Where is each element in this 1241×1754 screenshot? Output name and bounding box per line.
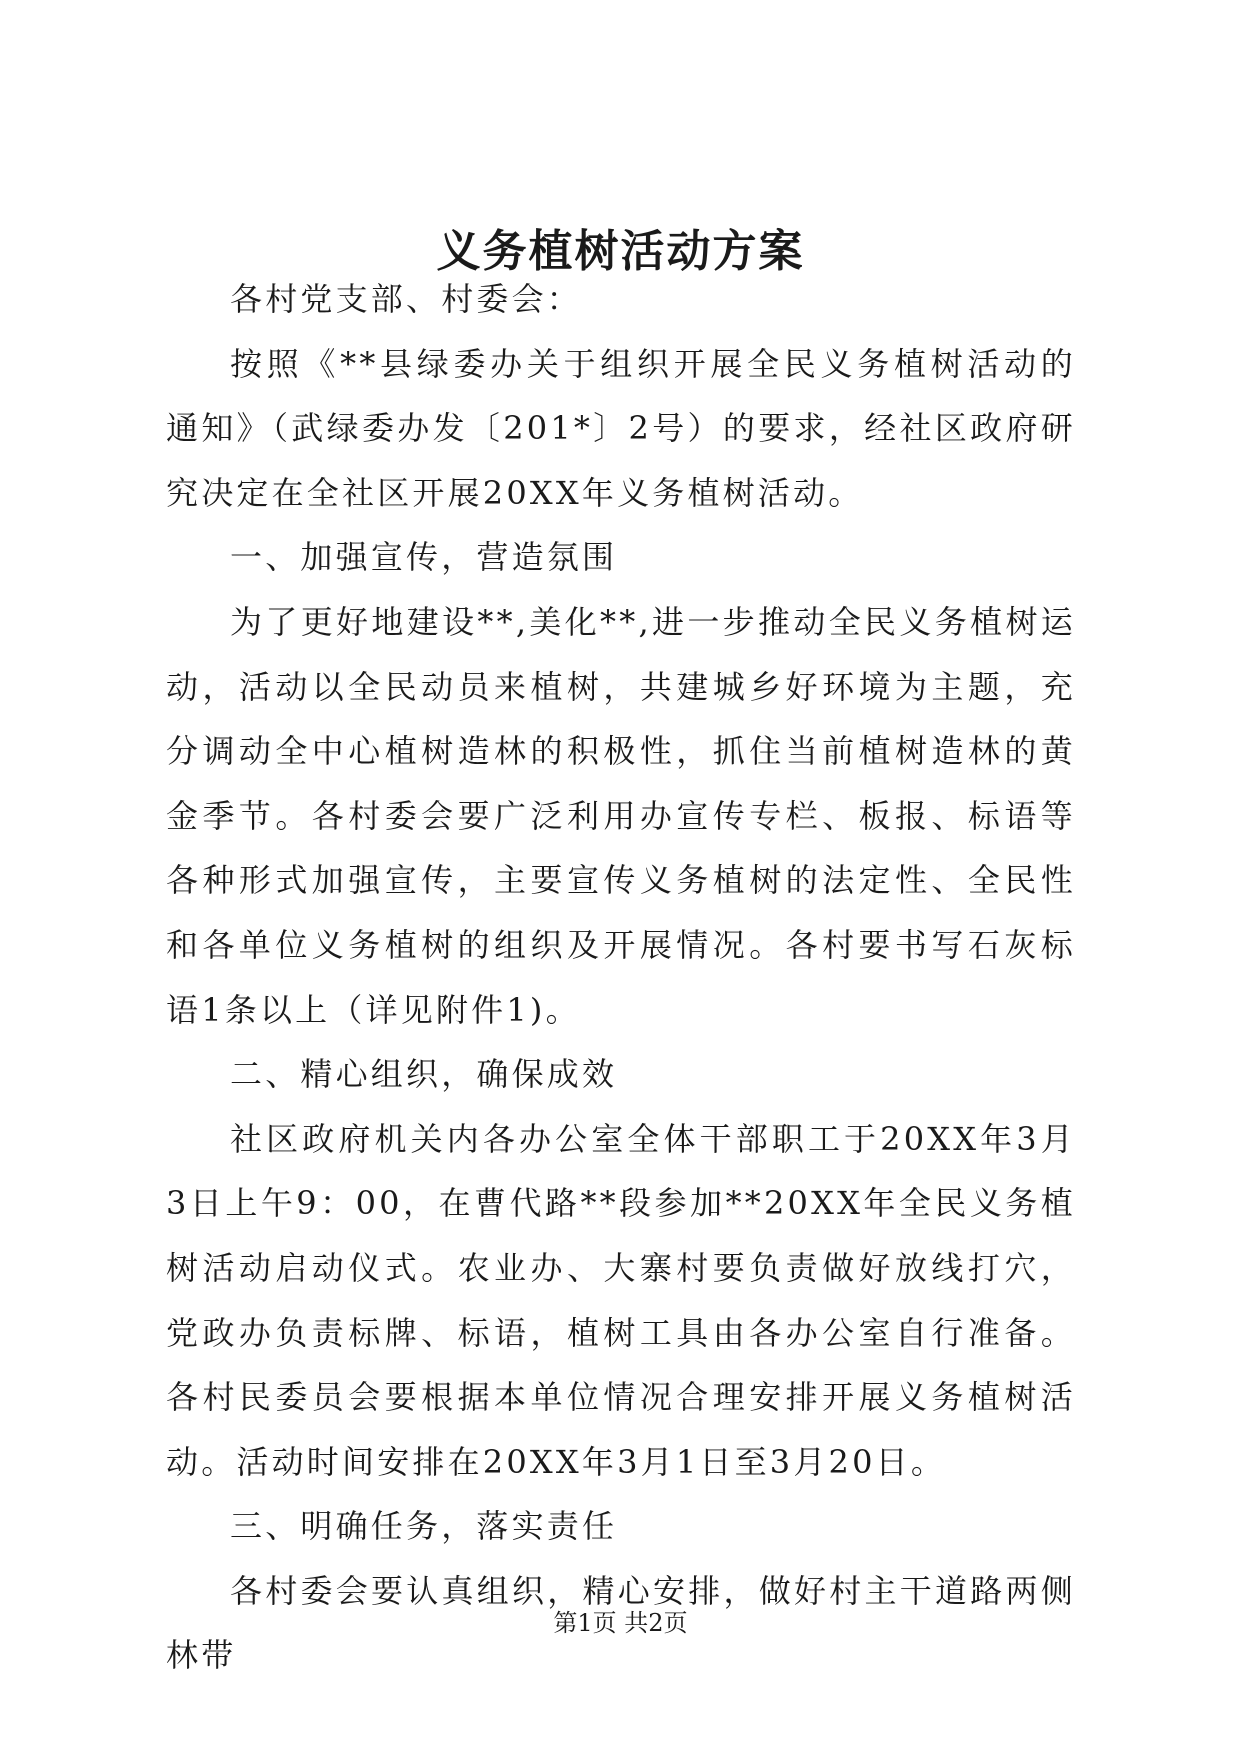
page-footer: 第1页 共2页	[553, 1609, 688, 1637]
section-paragraph-1: 为了更好地建设**,美化**,进一步推动全民义务植树运动，活动以全民动员来植树，共建城乡好环境为主题，充分调动全中心植树造林的积极性，抓住当前植树造林的黄金季节。各村委会要广泛利用办宣传专栏、板报、标语等各种形式加强宣传，主要宣传义务植树的法定性、全民性和各单位义务植树的组织及开展情况。各村要书写石灰标语1条以上（详见附件1)。	[166, 602, 1076, 1029]
intro-paragraph: 按照《**县绿委办关于组织开展全民义务植树活动的通知》（武绿委办发〔201*〕2号）的要求，经社区政府研究决定在全社区开展20XX年义务植树活动。	[166, 344, 1076, 512]
document-body	[166, 267, 1076, 1688]
document-title: 义务植树活动方案	[436, 226, 805, 277]
section-heading-3: 三、明确任务，落实责任	[230, 1507, 618, 1546]
section-paragraph-3: 各村委会要认真组织，精心安排，做好村主干道路两侧林带	[166, 1571, 1076, 1675]
section-heading-2: 二、精心组织，确保成效	[230, 1055, 618, 1094]
salutation: 各村党支部、村委会：	[230, 280, 583, 318]
section-heading-1: 一、加强宣传，营造氛围	[230, 538, 618, 577]
section-paragraph-2: 社区政府机关内各办公室全体干部职工于20XX年3月3日上午9：00，在曹代路**段参加**20XX年全民义务植树活动启动仪式。农业办、大寨村要负责做好放线打穴，党政办负责标牌、标语，植树工具由各办公室自行准备。各村民委员会要根据本单位情况合理安排开展义务植树活动。活动时间安排在20XX年3月1日至3月20日。	[166, 1119, 1076, 1481]
